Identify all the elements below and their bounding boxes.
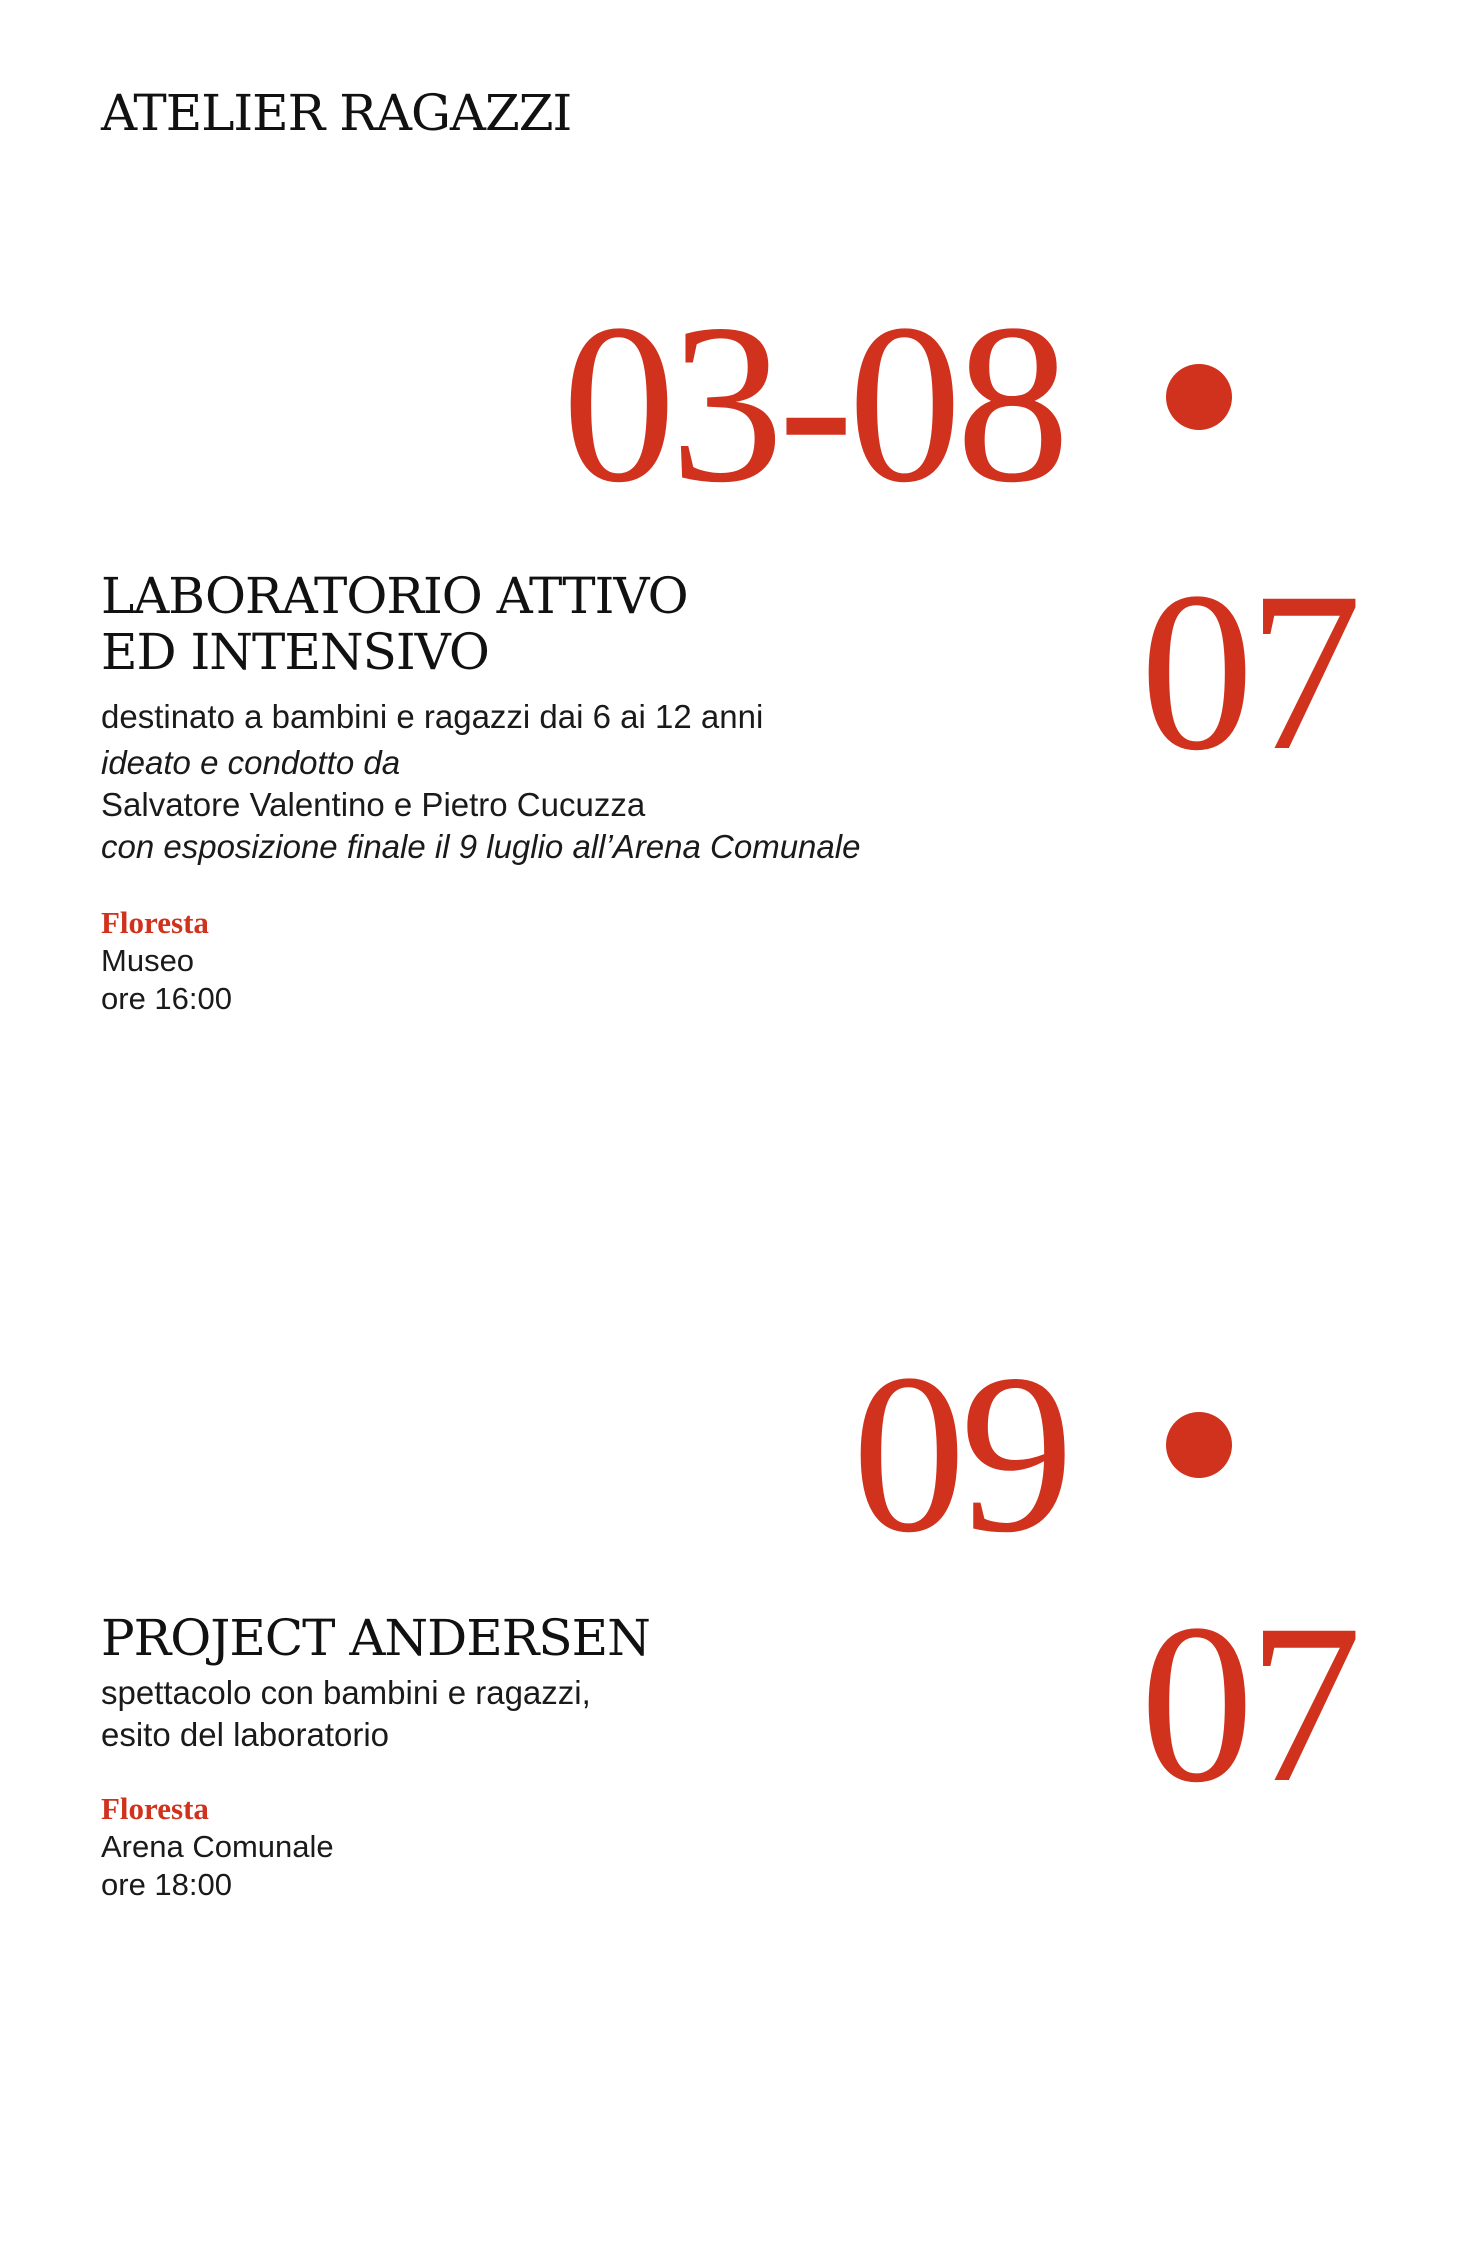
event-2-title	[101, 1610, 650, 1666]
event-1-description: destinato a bambini e ragazzi dai 6 ai 12 anni	[101, 698, 764, 735]
event-1-credit-intro: ideato e condotto da	[101, 744, 401, 781]
event-1-title-line-1: LABORATORIO ATTIVO	[101, 567, 688, 625]
event-2-details	[101, 1672, 591, 1756]
event-2-time: ore 18:00	[101, 1867, 232, 1902]
event-2-date-day: 09	[852, 1328, 1068, 1580]
event-1-date-dot	[1166, 364, 1232, 430]
event-1-date-month: 07	[1140, 546, 1356, 798]
event-2-date-month: 07	[1140, 1578, 1356, 1830]
event-1-details	[101, 696, 860, 868]
page-title: ATELIER RAGAZZI	[101, 84, 572, 142]
event-1-location	[101, 904, 232, 1018]
event-2-title-line-1: PROJECT ANDERSEN	[101, 1609, 650, 1667]
event-1-credit-names: Salvatore Valentino e Pietro Cucuzza	[101, 786, 646, 823]
event-1-title-line-2: ED INTENSIVO	[101, 623, 489, 681]
event-1-time: ore 16:00	[101, 981, 232, 1016]
event-1-note: con esposizione finale il 9 luglio all’Arena Comunale	[101, 828, 861, 865]
event-2-description-line-2: esito del laboratorio	[101, 1716, 390, 1753]
event-2-town: Floresta	[101, 1791, 209, 1826]
event-1-town: Floresta	[101, 905, 209, 940]
event-2-description-line-1: spettacolo con bambini e ragazzi,	[101, 1674, 591, 1711]
event-1-venue: Museo	[101, 943, 195, 978]
event-1-title	[101, 568, 688, 680]
event-1-date-days: 03-08	[562, 278, 1064, 530]
event-2-date-dot	[1166, 1412, 1232, 1478]
event-2-location	[101, 1790, 334, 1904]
event-2-venue: Arena Comunale	[101, 1829, 334, 1864]
